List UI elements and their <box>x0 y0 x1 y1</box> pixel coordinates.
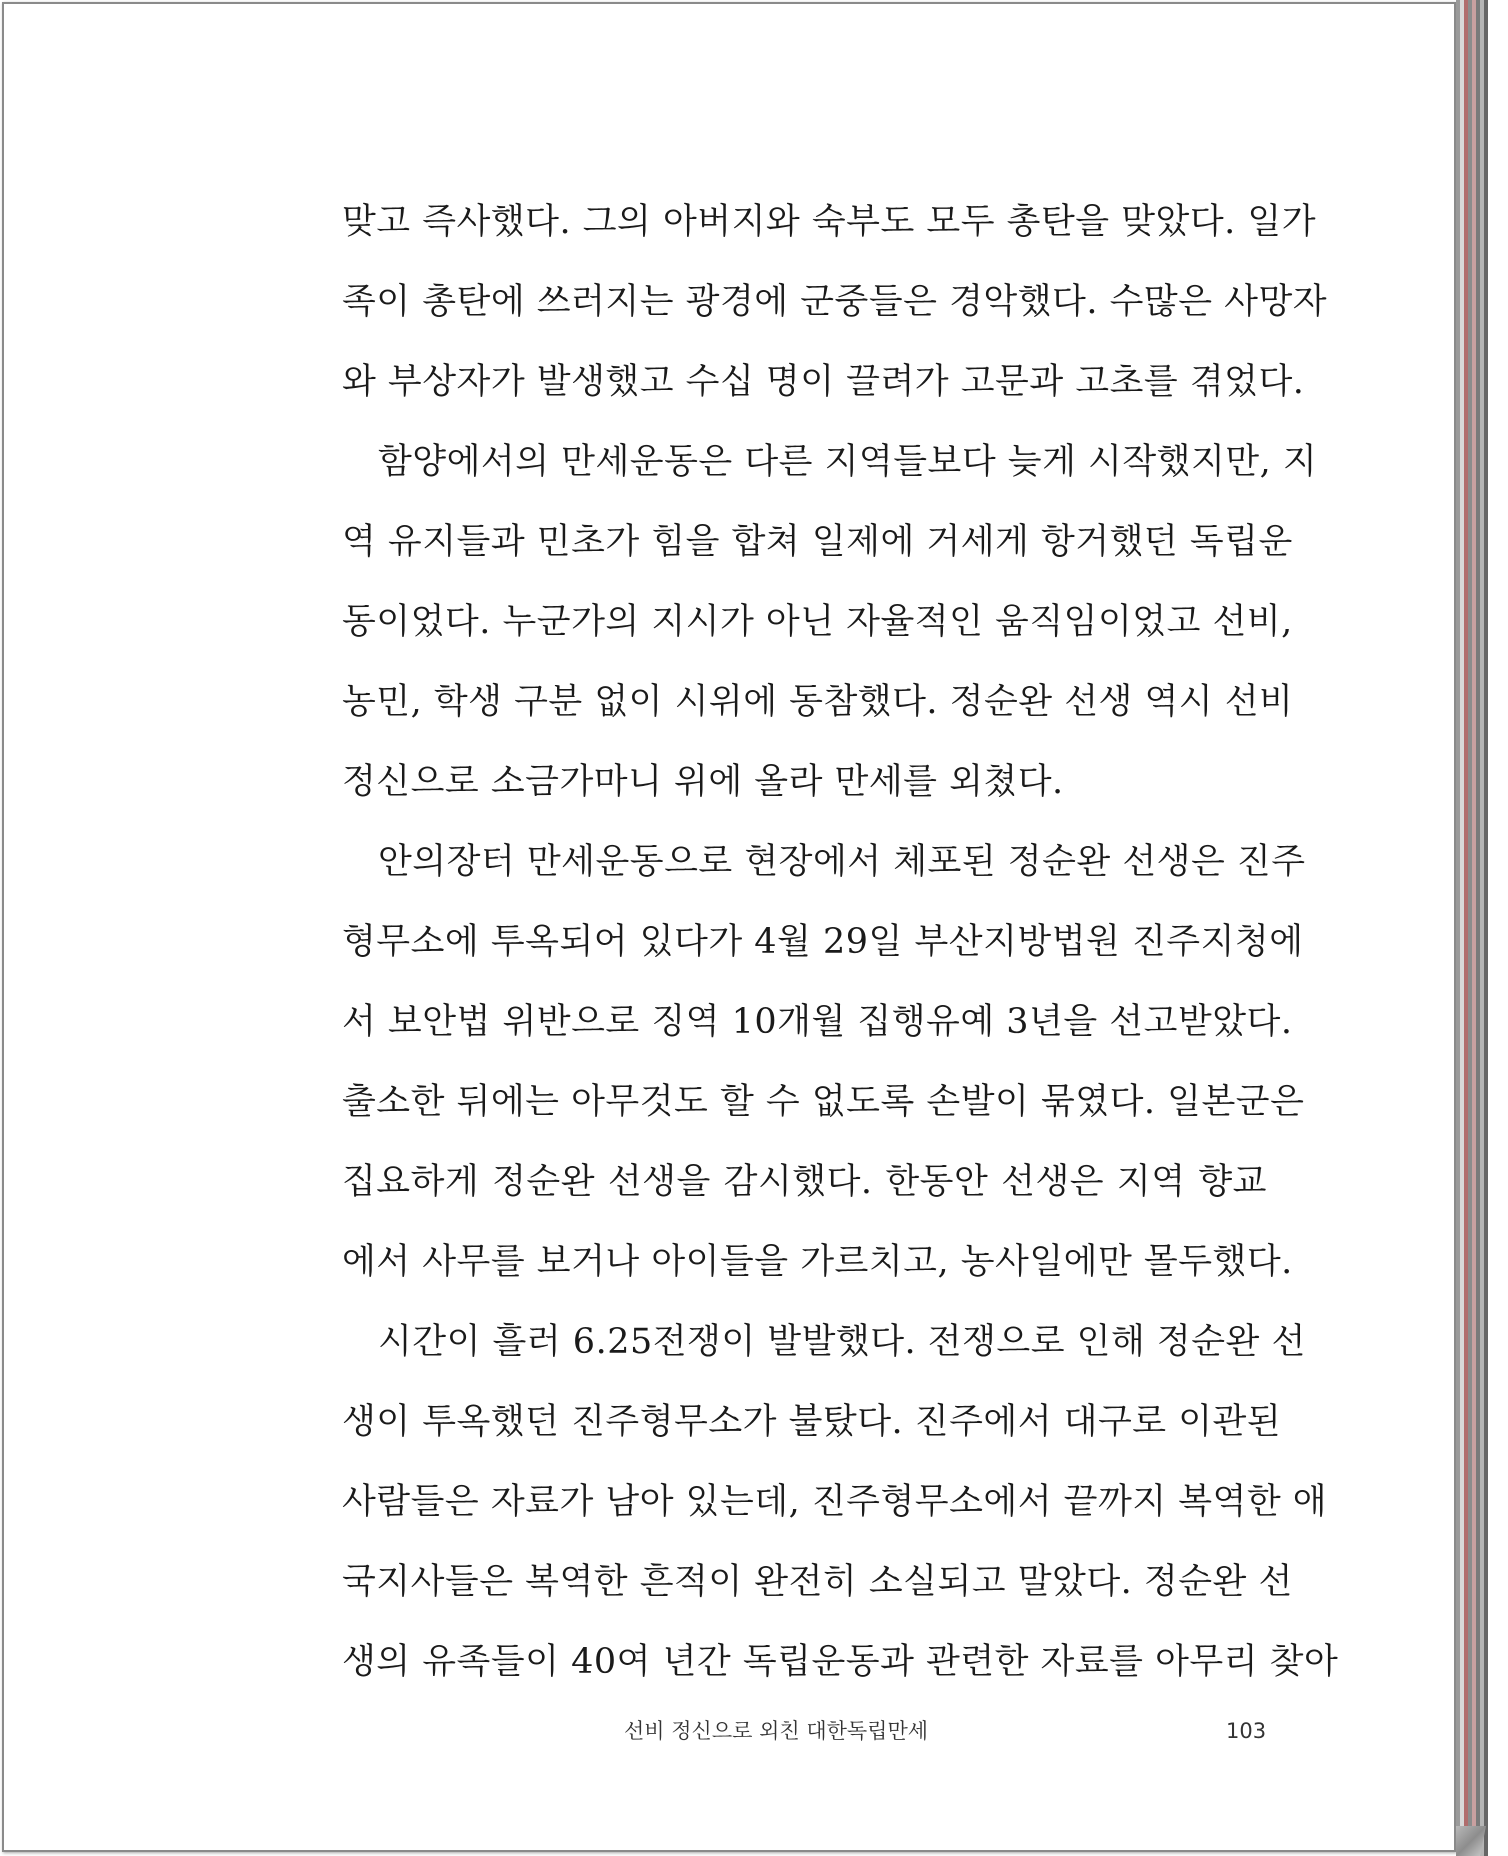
text-line: 정신으로 소금가마니 위에 올라 만세를 외쳤다. <box>342 762 1064 802</box>
text-line: 집요하게 정순완 선생을 감시했다. 한동안 선생은 지역 향교 <box>342 1162 1267 1202</box>
text-line: 사람들은 자료가 남아 있는데, 진주형무소에서 끝까지 복역한 애 <box>342 1482 1328 1522</box>
text-line: 출소한 뒤에는 아무것도 할 수 없도록 손발이 묶였다. 일본군은 <box>342 1082 1305 1122</box>
text-line: 생의 유족들이 40여 년간 독립운동과 관련한 자료를 아무리 찾아 <box>342 1642 1339 1682</box>
book-page <box>2 2 1456 1852</box>
text-line: 국지사들은 복역한 흔적이 완전히 소실되고 말았다. 정순완 선 <box>342 1562 1293 1602</box>
text-line: 시간이 흘러 6.25전쟁이 발발했다. 전쟁으로 인해 정순완 선 <box>378 1322 1306 1362</box>
text-line: 형무소에 투옥되어 있다가 4월 29일 부산지방법원 진주지청에 <box>342 922 1304 962</box>
page-edge <box>1484 0 1488 1856</box>
body-text <box>342 182 1339 1702</box>
text-line: 서 보안법 위반으로 징역 10개월 집행유예 3년을 선고받았다. <box>342 1002 1293 1042</box>
page-number: 103 <box>1226 1719 1267 1743</box>
text-line: 에서 사무를 보거나 아이들을 가르치고, 농사일에만 몰두했다. <box>342 1242 1293 1282</box>
text-line: 족이 총탄에 쓰러지는 광경에 군중들은 경악했다. 수많은 사망자 <box>342 282 1328 322</box>
text-line: 생이 투옥했던 진주형무소가 불탔다. 진주에서 대구로 이관된 <box>342 1402 1282 1442</box>
text-line: 동이었다. 누군가의 지시가 아닌 자율적인 움직임이었고 선비, <box>342 602 1293 642</box>
text-line: 와 부상자가 발생했고 수십 명이 끌려가 고문과 고초를 겪었다. <box>342 362 1305 402</box>
text-line: 농민, 학생 구분 없이 시위에 동참했다. 정순완 선생 역시 선비 <box>342 682 1294 722</box>
text-line: 안의장터 만세운동으로 현장에서 체포된 정순완 선생은 진주 <box>378 842 1306 882</box>
text-line: 맞고 즉사했다. 그의 아버지와 숙부도 모두 총탄을 맞았다. 일가 <box>342 202 1317 242</box>
text-line: 역 유지들과 민초가 힘을 합쳐 일제에 거세게 항거했던 독립운 <box>342 522 1293 562</box>
running-footer-title: 선비 정신으로 외친 대한독립만세 <box>624 1719 929 1743</box>
page-stack-edges <box>1456 0 1492 1856</box>
text-line: 함양에서의 만세운동은 다른 지역들보다 늦게 시작했지만, 지 <box>378 442 1318 482</box>
